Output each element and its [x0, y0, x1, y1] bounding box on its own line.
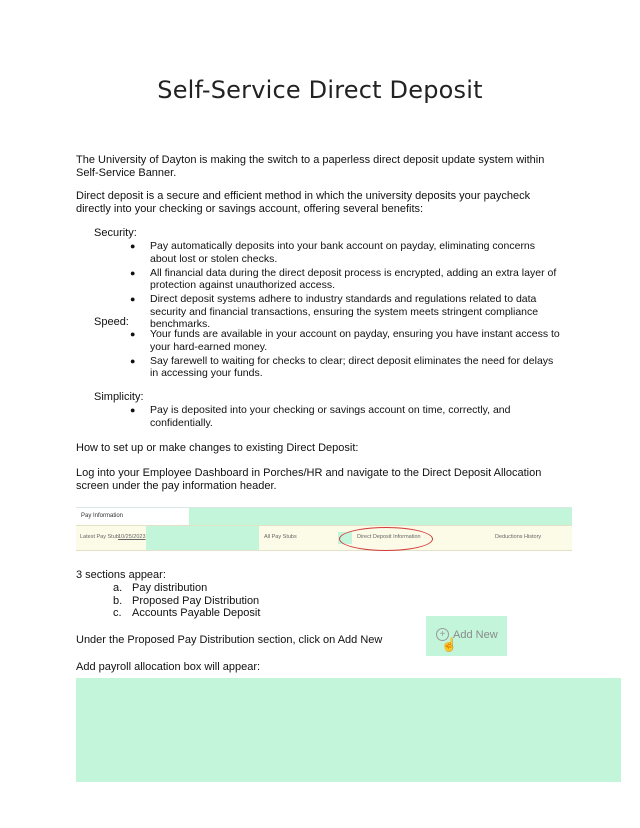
sections-list	[113, 582, 260, 620]
sections-intro: 3 sections appear:	[76, 569, 166, 581]
speed-heading: Speed:	[94, 316, 129, 328]
simplicity-heading: Simplicity:	[94, 391, 144, 403]
list-item: ● Pay automatically deposits into your bank account on payday, eliminating concerns about lost or stolen checks.	[130, 240, 562, 265]
list-marker: b.	[113, 594, 123, 607]
intro-paragraph-2: Direct deposit is a secure and efficient method in which the university deposits your paycheck directly into your checking or savings account, offering several benefits:	[76, 190, 531, 215]
security-list	[130, 240, 562, 332]
list-item	[113, 607, 260, 620]
howto-heading: How to set up or make changes to existing Direct Deposit:	[76, 442, 359, 454]
list-item	[113, 595, 260, 608]
deductions-history-link[interactable]: Deductions History	[495, 534, 542, 540]
direct-deposit-information-link[interactable]: Direct Deposit Information	[357, 534, 421, 540]
pay-information-bar	[76, 507, 572, 525]
all-pay-stubs-link[interactable]: All Pay Stubs	[264, 534, 297, 540]
add-new-instruction: Under the Proposed Pay Distribution section, click on Add New	[76, 634, 383, 646]
pay-information-links	[76, 525, 572, 551]
payroll-allocation-image	[76, 678, 621, 782]
list-label: Accounts Payable Deposit	[132, 607, 261, 619]
page-title: Self-Service Direct Deposit	[157, 76, 483, 104]
list-item: ● Pay is deposited into your checking or savings account on time, correctly, and confidentially.	[130, 404, 562, 429]
list-item	[113, 582, 260, 595]
pay-information-label: Pay Information	[76, 508, 189, 525]
security-heading: Security:	[94, 227, 137, 239]
latest-pay-stub-date[interactable]: 10/25/2023	[118, 534, 146, 540]
list-item: ● All financial data during the direct deposit process is encrypted, adding an extra layer of protection against unauthorized access.	[130, 267, 562, 292]
list-marker: a.	[113, 582, 123, 594]
simplicity-list	[130, 404, 562, 431]
list-label: Pay distribution	[132, 582, 208, 594]
list-item: ● Say farewell to waiting for checks to clear; direct deposit eliminates the need for delays in accessing your funds.	[130, 355, 562, 380]
list-item: ● Your funds are available in your account on payday, ensuring you have instant access to your hard-earned money.	[130, 328, 562, 353]
latest-pay-stub-label: Latest Pay Stub:	[80, 534, 121, 540]
intro-paragraph-1: The University of Dayton is making the switch to a paperless direct deposit update system within Self-Service Banner.	[76, 154, 545, 179]
redaction-block	[146, 526, 259, 550]
highlight-circle	[339, 527, 433, 551]
pointer-hand-icon: ☝	[441, 637, 458, 652]
add-new-label: Add New	[453, 629, 498, 641]
speed-list	[130, 328, 562, 381]
list-item: ● Direct deposit systems adhere to industry standards and regulations related to data security and financial transactions, ensuring the system meets stringent compliance benchmarks.	[130, 293, 562, 331]
howto-text: Log into your Employee Dashboard in Porches/HR and navigate to the Direct Deposit Allocation screen under the pay information header.	[76, 467, 542, 492]
list-label: Proposed Pay Distribution	[132, 594, 260, 607]
plus-icon: +	[436, 628, 449, 641]
allocation-text: Add payroll allocation box will appear:	[76, 661, 261, 673]
list-marker: c.	[113, 607, 122, 619]
add-new-button[interactable]	[426, 616, 507, 656]
